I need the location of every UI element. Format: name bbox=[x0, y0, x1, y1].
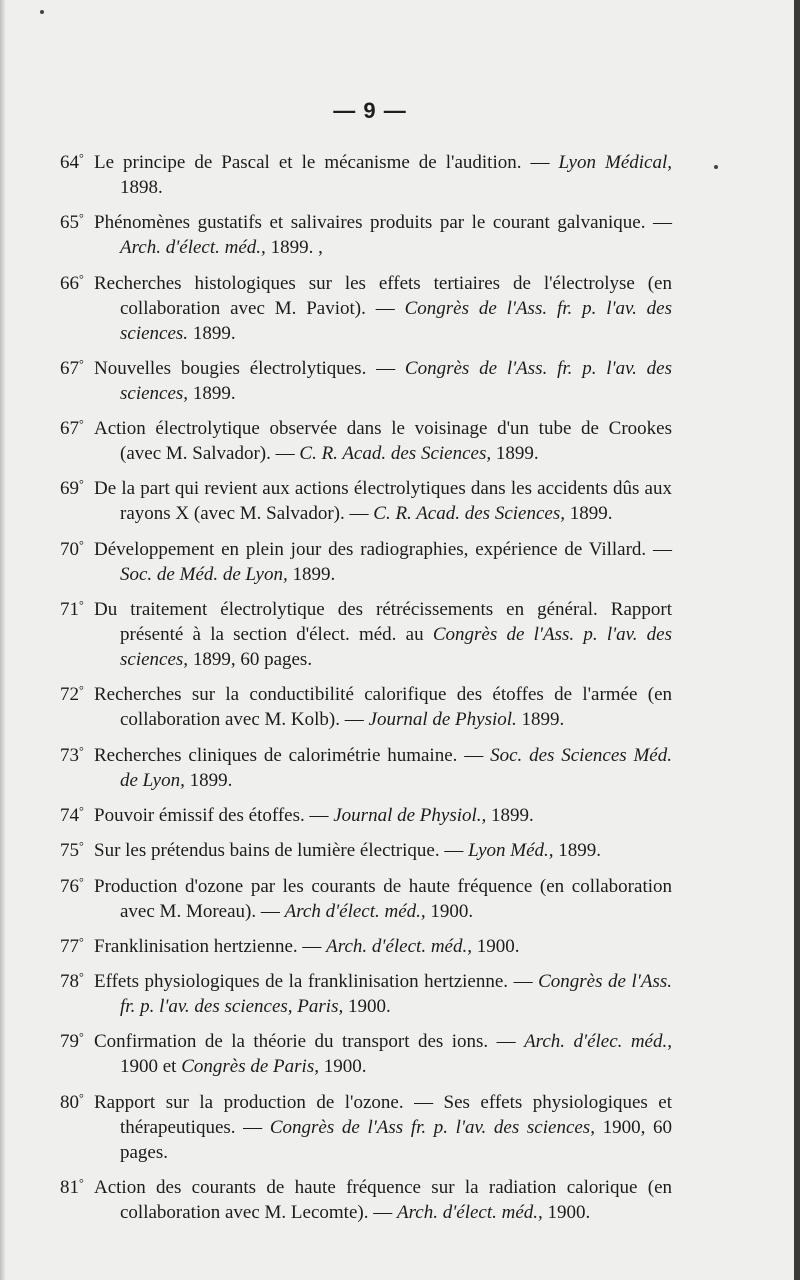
entry-citation: Congrès de l'Ass. fr. p. l'av. des sciences, Paris, bbox=[120, 971, 672, 1018]
entry-citation: Arch. d'élect. méd., bbox=[326, 935, 472, 957]
entry-number: 72° bbox=[60, 683, 84, 706]
entry-number: 77° bbox=[60, 934, 84, 957]
entry-number: 71° bbox=[60, 598, 84, 621]
entry-number: 79° bbox=[60, 1030, 84, 1053]
entry-title: Effets physiologiques de la franklinisation hertzienne. — bbox=[94, 971, 539, 993]
entry-citation: Congrès de l'Ass. fr. p. l'av. des sciences, bbox=[120, 357, 672, 404]
list-item bbox=[60, 743, 672, 793]
entry-date: 1899. bbox=[486, 804, 534, 826]
entry-title: Recherches sur la conductibilité calorifique des étoffes de l'armée (en collaboration avec M. Kolb). — bbox=[94, 684, 672, 731]
entry-title: Rapport sur la production de l'ozone. — Ses effets physiologiques et thérapeutiques. — bbox=[94, 1091, 672, 1138]
entry-citation: C. R. Acad. des Sciences, bbox=[373, 503, 565, 525]
entry-citation: Arch. d'élect. méd., bbox=[120, 237, 266, 259]
entry-title: Confirmation de la théorie du transport des ions. — bbox=[94, 1031, 525, 1053]
list-item bbox=[60, 838, 672, 863]
entry-date: 1899. bbox=[491, 443, 539, 465]
entry-date: 1900 et bbox=[120, 1056, 182, 1078]
entry-title: Du traitement électrolytique des rétrécissements en général. Rapport présenté à la section d'élect. méd. au bbox=[94, 599, 672, 646]
entry-number: 78° bbox=[60, 970, 84, 993]
list-item bbox=[60, 1090, 672, 1165]
page-number: — 9 — bbox=[333, 98, 407, 123]
entry-number: 75° bbox=[60, 839, 84, 862]
entry-number: 73° bbox=[60, 743, 84, 766]
entry-citation: Arch. d'élec. méd., bbox=[524, 1031, 672, 1053]
entry-date: 1899. bbox=[553, 840, 602, 862]
entry-title: Franklinisation hertzienne. — bbox=[94, 935, 327, 957]
entry-date: 1900. bbox=[425, 900, 474, 922]
entry-title: De la part qui revient aux actions électrolytiques dans les accidents dûs aux rayons X (avec M. Salvador). — bbox=[94, 478, 672, 525]
entry-citation: Congrès de l'Ass. fr. p. l'av. des sciences. bbox=[120, 297, 672, 344]
entry-date: 1899. bbox=[188, 322, 236, 344]
list-item bbox=[60, 537, 672, 587]
list-item bbox=[60, 597, 672, 672]
entry-citation: Congrès de l'Ass. p. l'av. des sciences, bbox=[120, 624, 672, 671]
entry-date: 1898. bbox=[120, 177, 163, 198]
entry-title: Action électrolytique observée dans le voisinage d'un tube de Crookes (avec M. Salvador). — bbox=[94, 418, 672, 465]
list-item bbox=[60, 476, 672, 526]
list-item bbox=[60, 150, 672, 200]
entry-citation: Journal de Physiol., bbox=[333, 804, 487, 826]
entry-number: 66° bbox=[60, 271, 84, 294]
entry-number: 70° bbox=[60, 537, 84, 560]
entry-date: 1900. bbox=[542, 1202, 591, 1224]
list-item bbox=[60, 1175, 672, 1225]
entry-number: 69° bbox=[60, 477, 84, 500]
entry-date: 1900. bbox=[471, 935, 520, 957]
entry-date: 1900, 60 pages. bbox=[120, 1116, 673, 1163]
entry-title: Recherches cliniques de calorimétrie humaine. — bbox=[94, 744, 491, 766]
entry-number: 80° bbox=[60, 1090, 84, 1113]
entry-title: Sur les prétendus bains de lumière électrique. — bbox=[94, 840, 469, 862]
entry-number: 67° bbox=[60, 356, 84, 379]
list-item bbox=[60, 874, 672, 924]
list-item bbox=[60, 803, 672, 828]
entry-citation: Arch d'élect. méd., bbox=[284, 900, 426, 922]
entry-citation-2: Congrès de Paris, bbox=[181, 1056, 319, 1078]
entry-date: 1899. bbox=[188, 382, 236, 404]
list-item bbox=[60, 271, 672, 346]
entry-date: 1899. bbox=[184, 769, 233, 791]
entry-number: 67° bbox=[60, 417, 84, 440]
list-item bbox=[60, 356, 672, 406]
entry-title: Développement en plein jour des radiographies, expérience de Villard. — bbox=[94, 538, 672, 560]
entry-date: 1899. bbox=[564, 503, 613, 525]
entry-number: 64° bbox=[60, 151, 84, 173]
entry-date: 1900. bbox=[343, 996, 391, 1018]
entry-title: Recherches histologiques sur les effets tertiaires de l'électrolyse (en collaboration avec M. Paviot). — bbox=[94, 272, 672, 319]
list-item bbox=[60, 210, 672, 260]
entry-citation: Lyon Méd., bbox=[468, 840, 554, 862]
list-item bbox=[60, 682, 672, 732]
entry-number: 65° bbox=[60, 211, 84, 234]
list-item bbox=[60, 416, 672, 466]
entry-title: Production d'ozone par les courants de haute fréquence (en collaboration avec M. Moreau). — bbox=[94, 875, 672, 922]
entry-citation: Journal de Physiol. bbox=[368, 709, 517, 731]
entry-citation: Lyon Médical, bbox=[558, 152, 672, 173]
entry-title: Pouvoir émissif des étoffes. — bbox=[94, 804, 334, 826]
print-speck bbox=[40, 10, 44, 14]
entry-number: 76° bbox=[60, 874, 84, 897]
entry-number: 74° bbox=[60, 803, 84, 826]
entry-number: 81° bbox=[60, 1176, 84, 1199]
list-item bbox=[60, 934, 672, 959]
list-item bbox=[60, 969, 672, 1019]
entry-title: Phénomènes gustatifs et salivaires produits par le courant galvanique. — bbox=[94, 212, 672, 234]
entry-citation: Soc. de Méd. de Lyon, bbox=[120, 563, 288, 585]
entry-citation: Soc. des Sciences Méd. de Lyon, bbox=[120, 744, 672, 791]
entry-title: Action des courants de haute fréquence sur la radiation calorique (en collaboration avec M. Lecomte). — bbox=[94, 1177, 672, 1224]
entry-date: 1899. bbox=[516, 709, 565, 731]
entry-date: 1899. , bbox=[265, 237, 323, 259]
entry-date-2: 1900. bbox=[318, 1056, 367, 1078]
entry-citation: Congrès de l'Ass fr. p. l'av. des sciences, bbox=[269, 1116, 595, 1138]
list-item bbox=[60, 1029, 672, 1079]
entry-citation: C. R. Acad. des Sciences, bbox=[299, 443, 492, 465]
entry-date: 1899, 60 pages. bbox=[188, 649, 313, 671]
print-speck bbox=[714, 165, 718, 169]
entry-citation: Arch. d'élect. méd., bbox=[396, 1202, 543, 1224]
bibliography-list bbox=[60, 150, 672, 1235]
entry-title: Le principe de Pascal et le mécanisme de l'audition. — bbox=[94, 152, 559, 173]
entry-date: 1899. bbox=[287, 563, 336, 585]
entry-title: Nouvelles bougies électrolytiques. — bbox=[94, 357, 405, 379]
